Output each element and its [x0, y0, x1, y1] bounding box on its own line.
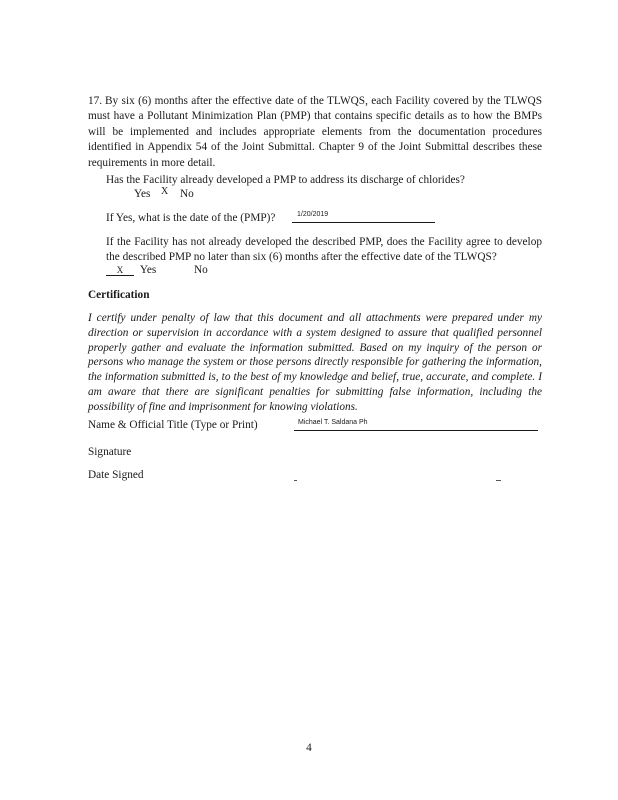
question-pmp-date: If Yes, what is the date of the (PMP)?	[106, 212, 276, 224]
q1-no-label: No	[180, 188, 194, 200]
q3-yes-option[interactable]	[106, 263, 156, 277]
date-line-mark-right	[496, 480, 501, 481]
date-signed-label: Date Signed	[88, 469, 144, 481]
question-agree-develop: If the Facility has not already developed the described PMP, does the Facility agree to develop the described PMP no later than six (6) months after the effective date of the TLWQS?	[106, 236, 542, 263]
item-number: 17.	[88, 95, 103, 107]
q1-yes-label: Yes	[134, 188, 151, 200]
certification-statement: I certify under penalty of law that this document and all attachments were prepared under my direction or supervision in accordance with a system designed to assure that qualified personnel properly gather and evaluate the information submitted. Based on my inquiry of the person or persons who manage the system or those persons directly responsible for gathering the information, the information submitted is, to the best of my knowledge and belief, true, accurate, and complete. I am aware that there are significant penalties for submitting false information, including the possibility of fine and imprisonment for knowing violations.	[88, 312, 542, 413]
name-title-label: Name & Official Title (Type or Print)	[88, 419, 258, 431]
date-line-mark-left	[294, 480, 297, 481]
question-pmp-developed: Has the Facility already developed a PMP to address its discharge of chlorides?	[106, 174, 465, 186]
q1-no-option[interactable]	[180, 187, 194, 201]
q1-yes-option[interactable]	[134, 187, 150, 201]
name-title-field[interactable]	[294, 417, 538, 431]
q3-no-label: No	[194, 264, 208, 276]
signature-label: Signature	[88, 446, 132, 458]
pmp-date-field[interactable]	[292, 208, 435, 223]
certification-heading: Certification	[88, 289, 150, 301]
q3-no-option[interactable]	[194, 263, 208, 277]
q1-no-checkmark: X	[161, 186, 169, 197]
page-number: 4	[306, 742, 312, 754]
item-17-text: By six (6) months after the effective date of the TLWQS, each Facility covered by the TLWQS must have a Pollutant Minimization Plan (PMP) that contains specific details as to how the BMPs will be implemented and includes appropriate elements from the documentation procedures identified in Appendix 54 of the Joint Submittal. Chapter 9 of the Joint Submittal describes these requirements in more detail.	[88, 95, 542, 169]
name-title-value: Michael T. Saldana Ph	[298, 419, 368, 426]
q3-yes-label: Yes	[139, 264, 157, 276]
item-17-paragraph	[88, 94, 542, 171]
pmp-date-value: 1/20/2019	[297, 211, 329, 218]
q3-yes-checkmark: X	[106, 265, 134, 276]
